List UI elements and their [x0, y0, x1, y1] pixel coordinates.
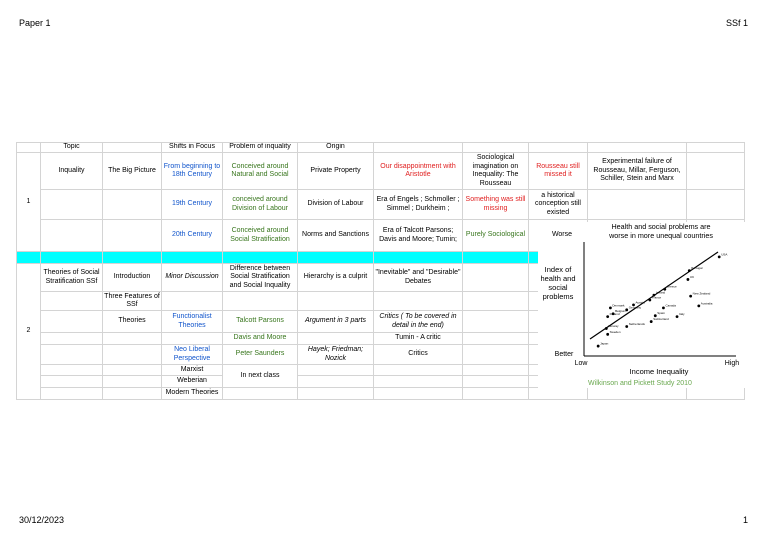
data-point — [697, 305, 700, 308]
table-cell — [41, 311, 103, 333]
table-cell — [374, 292, 463, 311]
table-cell — [463, 388, 529, 400]
cell-critics-covered: Critics ( To be covered in detail in the end) — [374, 311, 463, 333]
table-cell — [162, 252, 223, 264]
cell-shift-20th: 20th Century — [162, 220, 223, 252]
table-cell — [223, 388, 298, 400]
table-cell — [298, 333, 374, 345]
row-number-1: 1 — [17, 153, 41, 252]
cell-theories: Theories — [103, 311, 162, 333]
table-cell — [374, 388, 463, 400]
table-row — [17, 388, 745, 400]
cell-theories-ssf: Theories of Social Stratification SSf — [41, 264, 103, 292]
x-axis-label: Income Inequality — [629, 367, 689, 376]
page-footer-date: 30/12/2023 — [19, 515, 65, 525]
table-cell — [687, 388, 745, 400]
table-cell — [103, 365, 162, 376]
cell-marxist: Marxist — [162, 365, 223, 376]
data-point-label: Sweden — [609, 329, 621, 334]
cell-origin-norms: Norms and Sanctions — [298, 220, 374, 252]
cell-shift-18th: From beginning to 18th Century — [162, 153, 223, 190]
table-cell — [41, 388, 103, 400]
cell-introduction: Introduction — [103, 264, 162, 292]
data-point-label: UK — [689, 274, 695, 279]
cell-origin-property: Private Property — [298, 153, 374, 190]
table-cell — [463, 252, 529, 264]
table-cell — [298, 292, 374, 311]
table-cell — [463, 292, 529, 311]
data-point — [606, 333, 609, 336]
cell-origin-labour: Division of Labour — [298, 190, 374, 220]
page-header-left: Paper 1 — [19, 18, 51, 28]
data-point-label: Netherlands — [628, 321, 645, 326]
data-point — [648, 299, 651, 302]
data-point-label: New Zealand — [692, 291, 711, 296]
table-cell — [374, 252, 463, 264]
table-cell — [41, 333, 103, 345]
cell-problem-stratification: Conceived around Social Stratification — [223, 220, 298, 252]
cell-modern: Modern Theories — [162, 388, 223, 400]
table-cell — [588, 190, 687, 220]
data-point — [605, 327, 608, 330]
table-cell — [298, 365, 374, 376]
table-cell — [41, 345, 103, 365]
table-row — [17, 153, 745, 190]
cell-tumin: Tumin - A critic — [374, 333, 463, 345]
table-cell — [103, 220, 162, 252]
inequality-scatter-chart — [538, 222, 748, 388]
data-point-label: USA — [721, 252, 728, 257]
data-point — [609, 306, 612, 309]
data-point — [662, 306, 665, 309]
data-point-label: Norway — [608, 323, 619, 328]
table-cell — [41, 220, 103, 252]
table-cell — [374, 376, 463, 388]
data-point-label: Germany — [628, 305, 642, 310]
cell-era-parsons: Era of Talcott Parsons; Davis and Moore; Tumin; — [374, 220, 463, 252]
table-cell — [162, 292, 223, 311]
data-point — [597, 345, 600, 348]
cell-experimental-failure: Experimental failure of Rousseau, Millar, Ferguson, Schiller, Stein and Marx — [588, 153, 687, 190]
table-cell — [41, 376, 103, 388]
table-cell — [588, 143, 687, 153]
data-point-label: Denmark — [612, 303, 625, 308]
table-cell — [103, 252, 162, 264]
data-point — [676, 315, 679, 318]
data-point-label: Spain — [657, 311, 665, 316]
cell-neo-liberal: Neo Liberal Perspective — [162, 345, 223, 365]
x-left-label: Low — [574, 360, 588, 367]
table-cell — [529, 388, 588, 400]
table-cell — [463, 376, 529, 388]
cell-parsons: Talcott Parsons — [223, 311, 298, 333]
table-cell — [588, 388, 687, 400]
cell-functionalist: Functionalist Theories — [162, 311, 223, 333]
table-cell — [41, 292, 103, 311]
chart-title-line-1: Health and social problems are — [611, 222, 711, 231]
data-point-label: Greece — [666, 284, 677, 289]
data-point-label: Australia — [700, 301, 713, 306]
cell-hierarchy: Hierarchy is a culprit — [298, 264, 374, 292]
cell-rousseau-missed: Rousseau still missed it — [529, 153, 588, 190]
table-cell — [103, 388, 162, 400]
table-cell — [687, 190, 745, 220]
cell-topic-inequality: Inquality — [41, 153, 103, 190]
y-bottom-label: Better — [554, 351, 574, 358]
cell-aristotle: Our disappointment with Aristotle — [374, 153, 463, 190]
table-cell — [17, 143, 41, 153]
data-point-label: Switzerland — [653, 317, 669, 322]
header-shifts: Shifts in Focus — [162, 143, 223, 153]
cell-purely-sociological: Purely Sociological — [463, 220, 529, 252]
table-cell — [463, 311, 529, 333]
header-problem: Problem of inquality — [223, 143, 298, 153]
table-cell — [41, 190, 103, 220]
table-cell — [223, 252, 298, 264]
table-cell — [17, 252, 41, 264]
data-point — [688, 269, 691, 272]
cell-davis-moore: Davis and Moore — [223, 333, 298, 345]
table-cell — [41, 252, 103, 264]
table-header-row — [17, 143, 745, 153]
data-point-label: Belgium — [615, 309, 626, 314]
cell-historical-conception: a historical conception still existed — [529, 190, 588, 220]
cell-argument: Argument in 3 parts — [298, 311, 374, 333]
table-cell — [463, 365, 529, 376]
cell-problem-labour: conceived around Division of Labour — [223, 190, 298, 220]
data-point — [687, 278, 690, 281]
x-right-label: High — [724, 360, 740, 367]
data-point — [625, 325, 628, 328]
table-cell — [103, 190, 162, 220]
cell-sociological-imagination: Sociological imagination on Inequality: The Rousseau — [463, 153, 529, 190]
table-cell — [374, 143, 463, 153]
data-point-label: Japan — [600, 341, 609, 346]
table-cell — [529, 143, 588, 153]
cell-era-engels: Era of Engels ; Schmoller ; Simmel ; Durkheim ; — [374, 190, 463, 220]
cell-weberian: Weberian — [162, 376, 223, 388]
page-number: 1 — [742, 515, 748, 525]
data-point-label: Finland — [609, 312, 620, 317]
data-point-label: Canada — [665, 303, 676, 308]
cell-shift-19th: 19th Century — [162, 190, 223, 220]
table-cell — [463, 333, 529, 345]
row-number-2: 2 — [17, 264, 41, 400]
cell-minor-discussion: Minor Discussion — [162, 264, 223, 292]
cell-big-picture: The Big Picture — [103, 153, 162, 190]
table-cell — [463, 345, 529, 365]
header-origin: Origin — [298, 143, 374, 153]
table-cell — [298, 376, 374, 388]
table-cell — [162, 333, 223, 345]
data-point-label: Austria — [635, 300, 645, 305]
y-axis-label: Index of health and social problems — [540, 265, 576, 301]
data-point — [606, 315, 609, 318]
data-point — [718, 256, 721, 259]
chart-title-line-2: worse in more unequal countries — [609, 231, 713, 240]
table-cell — [103, 345, 162, 365]
data-point-label: Ireland — [655, 290, 666, 295]
table-cell — [103, 143, 162, 153]
cell-next-class: In next class — [223, 365, 298, 388]
cell-hayek: Hayek; Friedman; Nozick — [298, 345, 374, 365]
data-point-label: Italy — [679, 312, 685, 317]
cell-problem-natural: Conceived around Natural and Social — [223, 153, 298, 190]
data-point-label: Portugal — [691, 266, 703, 271]
cell-difference: Difference between Social Stratification and Social Inquality — [223, 264, 298, 292]
cell-three-features: Three Features of SSf — [103, 292, 162, 311]
table-cell — [687, 153, 745, 190]
cell-something-missing: Something was still missing — [463, 190, 529, 220]
table-cell — [103, 376, 162, 388]
data-point-label: France — [651, 295, 662, 300]
cell-inevitable: "Inevitable" and "Desirable" Debates — [374, 264, 463, 292]
cell-saunders: Peter Saunders — [223, 345, 298, 365]
chart-source: Wilkinson and Pickett Study 2010 — [588, 380, 692, 387]
table-cell — [223, 292, 298, 311]
table-cell — [374, 365, 463, 376]
table-cell — [687, 143, 745, 153]
table-cell — [298, 252, 374, 264]
table-cell — [463, 143, 529, 153]
table-cell — [41, 365, 103, 376]
y-top-label: Worse — [551, 231, 573, 238]
table-row — [17, 190, 745, 220]
page-header-right: SSf 1 — [725, 18, 748, 28]
table-cell — [103, 333, 162, 345]
table-cell — [298, 388, 374, 400]
cell-critics: Critics — [374, 345, 463, 365]
data-point — [650, 320, 653, 323]
header-topic: Topic — [41, 143, 103, 153]
table-cell — [463, 264, 529, 292]
data-point — [689, 295, 692, 298]
